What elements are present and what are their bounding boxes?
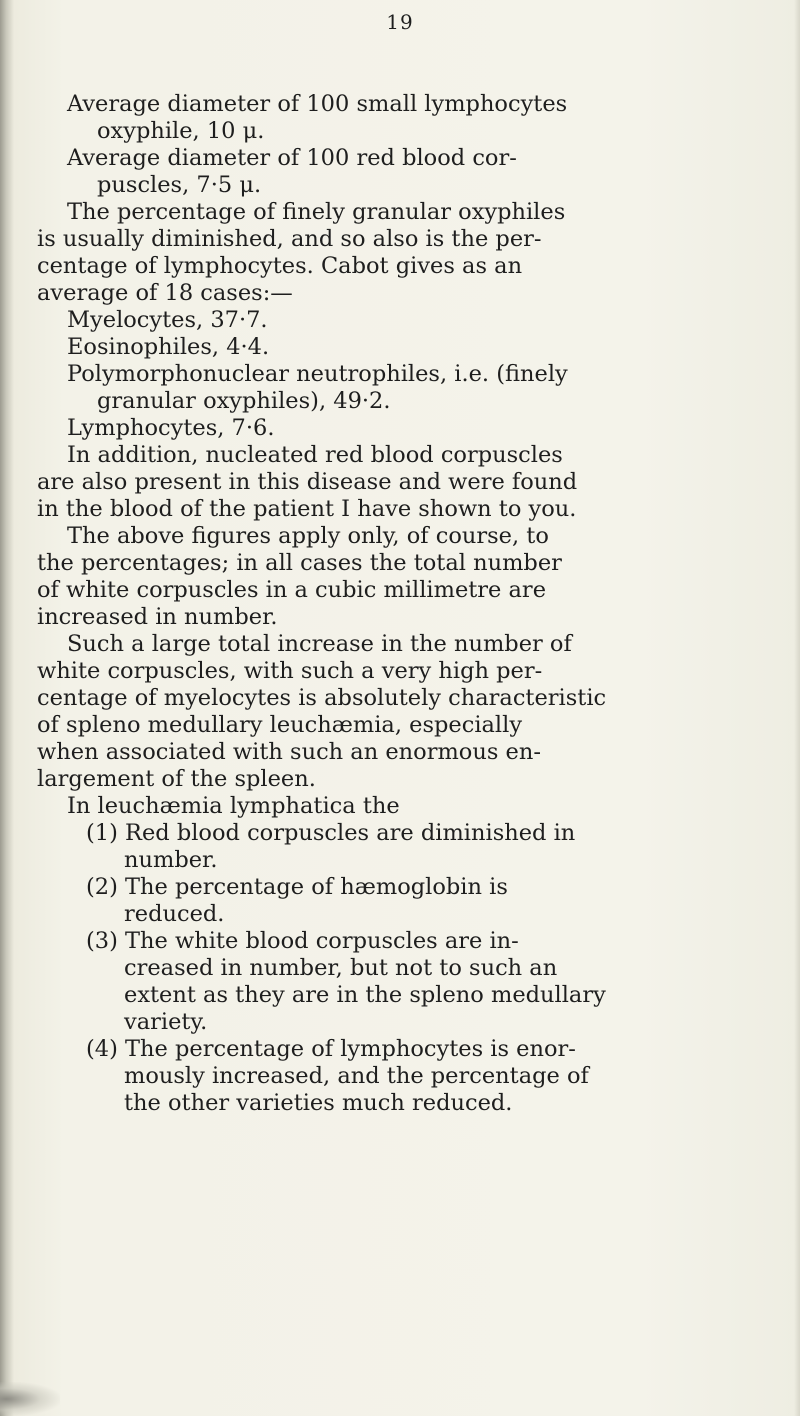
text-line: when associated with such an enormous en- (37, 739, 541, 765)
text-line: extent as they are in the spleno medullary (124, 982, 606, 1008)
spine-shadow (0, 0, 14, 1416)
text-line: the percentages; in all cases the total number (37, 550, 562, 576)
text-line: reduced. (124, 901, 225, 927)
corner-smudge (0, 1382, 60, 1416)
text-line: In leuchæmia lymphatica the (67, 793, 400, 819)
text-line: increased in number. (37, 604, 278, 630)
text-line: Polymorphonuclear neutrophiles, i.e. (finely (67, 361, 568, 387)
text-line: average of 18 cases:— (37, 280, 293, 306)
text-line: Average diameter of 100 red blood cor- (67, 145, 517, 171)
text-line: oxyphile, 10 μ. (97, 118, 265, 144)
text-line: Eosinophiles, 4·4. (67, 334, 270, 360)
text-line: of white corpuscles in a cubic millimetre are (37, 577, 547, 603)
text-line: The above figures apply only, of course, to (67, 523, 549, 549)
text-line: in the blood of the patient I have shown to you. (37, 496, 577, 522)
text-line: mously increased, and the percentage of (124, 1063, 589, 1089)
text-line: the other varieties much reduced. (124, 1090, 513, 1116)
text-line: centage of lymphocytes. Cabot gives as an (37, 253, 523, 279)
text-line: puscles, 7·5 μ. (97, 172, 262, 198)
text-line: Such a large total increase in the number of (67, 631, 572, 657)
page-number: 19 (386, 10, 414, 34)
text-line: centage of myelocytes is absolutely characteristic (37, 685, 607, 711)
text-line: (3) The white blood corpuscles are in- (86, 928, 519, 954)
text-line: granular oxyphiles), 49·2. (97, 388, 391, 414)
text-line: The percentage of finely granular oxyphiles (67, 199, 566, 225)
text-line: are also present in this disease and were found (37, 469, 578, 495)
text-line: Myelocytes, 37·7. (67, 307, 268, 333)
text-line: white corpuscles, with such a very high per- (37, 658, 543, 684)
text-line: variety. (124, 1009, 208, 1035)
text-line: (1) Red blood corpuscles are diminished in (86, 820, 576, 846)
text-line: In addition, nucleated red blood corpuscles (67, 442, 563, 468)
text-line: Lymphocytes, 7·6. (67, 415, 275, 441)
text-line: (4) The percentage of lymphocytes is enor- (86, 1036, 576, 1062)
page-edge (794, 0, 800, 1416)
text-line: (2) The percentage of hæmoglobin is (86, 874, 508, 900)
text-line: number. (124, 847, 218, 873)
text-line: creased in number, but not to such an (124, 955, 558, 981)
text-line: is usually diminished, and so also is the per- (37, 226, 542, 252)
text-line: largement of the spleen. (37, 766, 316, 792)
text-line: Average diameter of 100 small lymphocytes (67, 91, 568, 117)
text-line: of spleno medullary leuchæmia, especially (37, 712, 523, 738)
